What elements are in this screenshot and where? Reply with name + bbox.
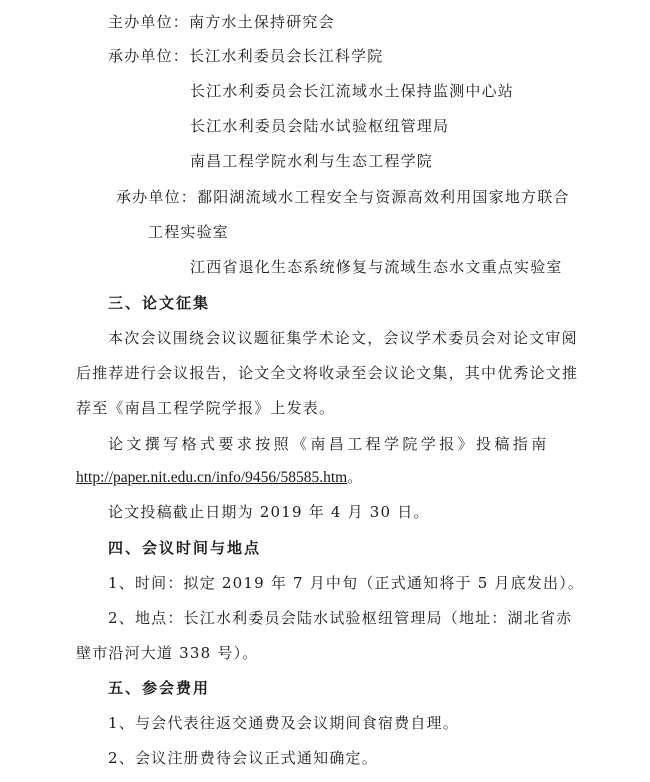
co-organizer-2-item: 江西省退化生态系统修复与流域生态水文重点实验室: [190, 258, 563, 276]
paragraph-line: 论文撰写格式要求按照《南昌工程学院学报》投稿指南: [108, 435, 550, 453]
co-organizer-item: 长江水利委员会长江流域水土保持监测中心站: [190, 82, 515, 100]
guideline-link[interactable]: http://paper.nit.edu.cn/info/9456/58585.htm: [76, 469, 348, 486]
co-organizer-line: [108, 46, 383, 66]
section-heading: 三、论文征集: [108, 294, 211, 312]
paragraph-line: [76, 467, 363, 488]
paragraph-end: 。: [347, 468, 364, 486]
co-organizer-2-label: 承办单位：: [116, 188, 198, 206]
paragraph-line: 本次会议围绕会议议题征集学术论文，会议学术委员会对论文审阅: [108, 329, 578, 347]
co-organizer-2-item: 鄱阳湖流域水工程安全与资源高效利用国家地方联合: [197, 188, 570, 206]
organizer-label: 主办单位：: [108, 13, 190, 31]
co-organizer-2-item-cont: 工程实验室: [148, 223, 230, 241]
paragraph-line: 论文投稿截止日期为 2019 年 4 月 30 日。: [108, 503, 430, 521]
list-item: 2、会议注册费待会议正式通知确定。: [108, 749, 378, 767]
list-item-cont: 壁市沿河大道 338 号）。: [76, 644, 259, 662]
co-organizer-item: 南昌工程学院水利与生态工程学院: [190, 152, 434, 170]
paragraph-line: 荐至《南昌工程学院学报》上发表。: [76, 399, 336, 417]
co-organizer-label: 承办单位：: [108, 47, 190, 65]
section-heading: 五、参会费用: [108, 679, 211, 697]
organizer-name: 南方水土保持研究会: [189, 13, 335, 31]
paragraph-line: 后推荐进行会议报告，论文全文将收录至会议论文集，其中优秀论文推: [76, 364, 579, 382]
list-item: 2、地点：长江水利委员会陆水试验枢纽管理局（地址：湖北省赤: [108, 609, 573, 627]
co-organizer-item: 长江水利委员会长江科学院: [189, 47, 384, 65]
co-organizer-item: 长江水利委员会陆水试验枢纽管理局: [190, 117, 450, 135]
list-item: 1、与会代表往返交通费及会议期间食宿费自理。: [108, 714, 459, 732]
list-item: 1、时间：拟定 2019 年 7 月中旬（正式通知将于 5 月底发出）。: [108, 574, 585, 592]
section-heading: 四、会议时间与地点: [108, 539, 262, 557]
organizer-line: [108, 12, 335, 32]
co-organizer-2-line: [116, 187, 570, 207]
